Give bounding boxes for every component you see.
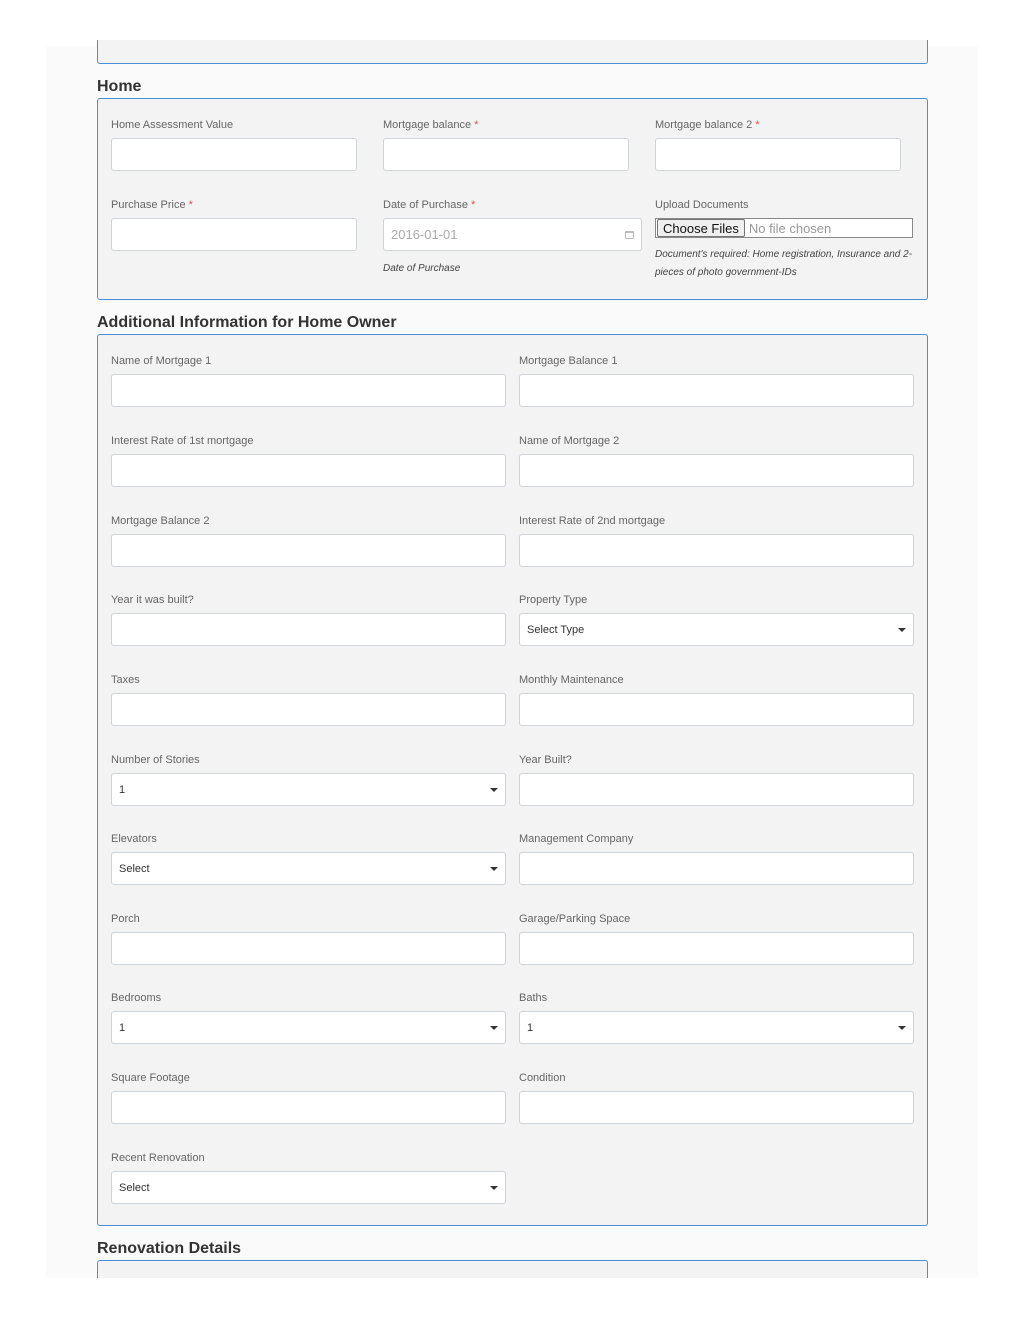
condition-input[interactable] bbox=[519, 1091, 914, 1124]
porch-input[interactable] bbox=[111, 932, 506, 965]
previous-section-panel bbox=[97, 40, 928, 64]
taxes-input[interactable] bbox=[111, 693, 506, 726]
year-it-was-built-input[interactable] bbox=[111, 613, 506, 646]
choose-files-button[interactable]: Choose Files bbox=[657, 219, 745, 237]
mortgage-balance-2-input[interactable] bbox=[655, 138, 901, 171]
garage-input[interactable] bbox=[519, 932, 914, 965]
upload-documents-label: Upload Documents bbox=[655, 199, 749, 211]
purchase-price-label: Purchase Price * bbox=[111, 199, 193, 211]
management-company-label: Management Company bbox=[519, 833, 634, 845]
square-footage-label: Square Footage bbox=[111, 1072, 190, 1084]
mortgage-balance-2b-input[interactable] bbox=[111, 534, 506, 567]
home-assessment-label: Home Assessment Value bbox=[111, 119, 234, 131]
caret-down-icon bbox=[490, 1026, 498, 1030]
bedrooms-select[interactable] bbox=[111, 1011, 506, 1044]
interest-rate-1-label: Interest Rate of 1st mortgage bbox=[111, 435, 254, 447]
garage-label: Garage/Parking Space bbox=[519, 913, 631, 925]
elevators-value: Select bbox=[119, 862, 150, 875]
caret-down-icon bbox=[898, 628, 906, 632]
mortgage-balance-input[interactable] bbox=[383, 138, 629, 171]
calendar-icon[interactable] bbox=[625, 231, 634, 239]
interest-rate-2-label: Interest Rate of 2nd mortgage bbox=[519, 515, 666, 527]
date-of-purchase-input[interactable] bbox=[383, 218, 642, 251]
mortgage-balance-label: Mortgage balance * bbox=[383, 119, 479, 131]
renovation-panel bbox=[97, 1260, 928, 1278]
caret-down-icon bbox=[490, 867, 498, 871]
mortgage-balance-2-label: Mortgage balance 2 * bbox=[655, 119, 760, 131]
home-assessment-input[interactable] bbox=[111, 138, 357, 171]
property-type-label: Property Type bbox=[519, 594, 588, 606]
elevators-select[interactable] bbox=[111, 852, 506, 885]
date-of-purchase-label: Date of Purchase * bbox=[383, 199, 476, 211]
name-mortgage-2-label: Name of Mortgage 2 bbox=[519, 435, 620, 447]
mortgage-balance-1-input[interactable] bbox=[519, 374, 914, 407]
baths-value: 1 bbox=[527, 1021, 534, 1034]
number-of-stories-select[interactable] bbox=[111, 773, 506, 806]
caret-down-icon bbox=[898, 1026, 906, 1030]
date-placeholder: 2016-01-01 bbox=[391, 227, 458, 242]
upload-documents-input[interactable] bbox=[655, 218, 913, 238]
monthly-maintenance-input[interactable] bbox=[519, 693, 914, 726]
mortgage-balance-2b-label: Mortgage Balance 2 bbox=[111, 515, 210, 527]
year-it-was-built-label: Year it was built? bbox=[111, 594, 194, 606]
section-title-home: Home bbox=[97, 78, 142, 95]
mortgage-balance-1-label: Mortgage Balance 1 bbox=[519, 355, 618, 367]
caret-down-icon bbox=[490, 1186, 498, 1190]
management-company-input[interactable] bbox=[519, 852, 914, 885]
property-type-value: Select Type bbox=[527, 623, 585, 636]
square-footage-input[interactable] bbox=[111, 1091, 506, 1124]
caret-down-icon bbox=[490, 788, 498, 792]
taxes-label: Taxes bbox=[111, 674, 140, 686]
number-of-stories-value: 1 bbox=[119, 783, 126, 796]
upload-documents-help: Document's required: Home registration, Insurance and 2-pieces of photo government-IDs bbox=[655, 249, 913, 278]
date-of-purchase-help: Date of Purchase bbox=[383, 263, 461, 274]
number-of-stories-label: Number of Stories bbox=[111, 754, 200, 766]
recent-renovation-value: Select bbox=[119, 1181, 150, 1194]
name-mortgage-1-label: Name of Mortgage 1 bbox=[111, 355, 212, 367]
year-built-label: Year Built? bbox=[519, 754, 572, 766]
purchase-price-input[interactable] bbox=[111, 218, 357, 251]
recent-renovation-label: Recent Renovation bbox=[111, 1152, 205, 1164]
bedrooms-value: 1 bbox=[119, 1021, 126, 1034]
interest-rate-2-input[interactable] bbox=[519, 534, 914, 567]
condition-label: Condition bbox=[519, 1072, 566, 1084]
baths-select[interactable] bbox=[519, 1011, 914, 1044]
section-title-renovation: Renovation Details bbox=[97, 1240, 242, 1257]
bedrooms-label: Bedrooms bbox=[111, 992, 162, 1004]
interest-rate-1-input[interactable] bbox=[111, 454, 506, 487]
name-mortgage-2-input[interactable] bbox=[519, 454, 914, 487]
no-file-chosen-text: No file chosen bbox=[748, 220, 832, 236]
baths-label: Baths bbox=[519, 992, 548, 1004]
year-built-input[interactable] bbox=[519, 773, 914, 806]
name-mortgage-1-input[interactable] bbox=[111, 374, 506, 407]
recent-renovation-select[interactable] bbox=[111, 1171, 506, 1204]
porch-label: Porch bbox=[111, 913, 140, 925]
property-type-select[interactable] bbox=[519, 613, 914, 646]
elevators-label: Elevators bbox=[111, 833, 157, 845]
section-title-additional: Additional Information for Home Owner bbox=[97, 314, 397, 331]
monthly-maintenance-label: Monthly Maintenance bbox=[519, 674, 624, 686]
